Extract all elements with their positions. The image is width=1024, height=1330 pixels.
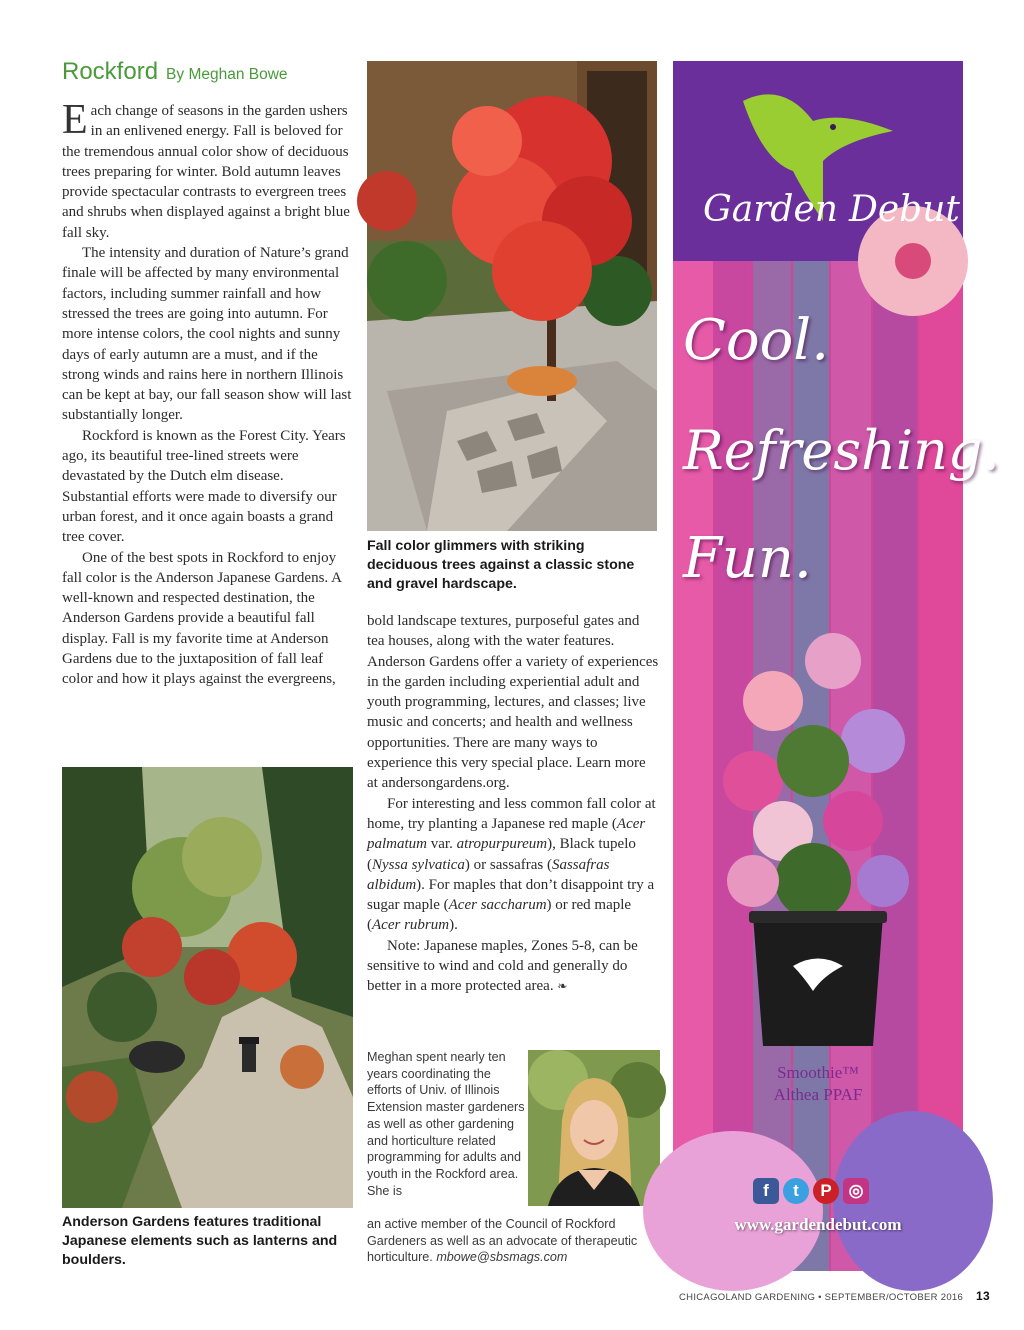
- maple-garden-photo: [367, 61, 657, 531]
- paragraph-4: One of the best spots in Rockford to enjoy fall color is the Anderson Japanese Gardens. A well-known and respected destination, the Anderson Gardens provide a beautiful fall display. Fall is my favorite time at Anderson Gardens due to the juxtaposition of fall leaf color and how it plays against the evergreens,: [62, 549, 342, 688]
- fall-photo-caption: Fall color glimmers with striking deciduous trees against a classic stone and gravel hardscape.: [367, 538, 635, 592]
- paragraph-2: The intensity and duration of Nature’s grand finale will be affected by many environmental factors, including summer rainfall and how stressed the trees are going into autumn. For more intense colors, the cool nights and sunny days of early autumn are a must, and if the strong winds and rains here in northern Illinois can be kept at bay, our fall season show will last substantially longer.: [62, 245, 352, 424]
- paragraph-6: For interesting and less common fall color at home, try planting a Japanese red maple (Acer palmatum var. atropurpureum), Black tupelo (Nyssa sylvatica) or sassafras (Sassafras albidum). For maples that don’t disappoint try a sugar maple (Acer saccharum) or red maple (Acer rubrum).: [367, 795, 656, 934]
- ad-headline-2: Refreshing.: [683, 419, 1000, 482]
- article-header: [62, 58, 362, 90]
- article-location: Rockford: [62, 58, 159, 85]
- drop-cap: E: [62, 97, 88, 143]
- author-bio-part-2: an active member of the Council of Rockford Gardeners as well as an advocate of therapeutic horticulture. mbowe@sbsmags.com: [367, 1217, 638, 1265]
- paragraph-1-text: ach change of seasons in the garden ushers in an enlivened energy. Fall is beloved for the tremendous annual color show of deciduous trees preparing for winter. Bold autumn leaves provide spectacular contrasts to evergreen trees and shrubs when displayed against a bright blue fall sky.: [62, 103, 350, 241]
- twitter-icon[interactable]: t: [783, 1178, 809, 1204]
- end-mark-icon: ❧: [557, 979, 568, 994]
- paragraph-1: [62, 97, 352, 243]
- ad-website-link[interactable]: www.gardendebut.com: [734, 1215, 902, 1234]
- paragraph-3: Rockford is known as the Forest City. Years ago, its beautiful tree-lined streets were devastated by the Dutch elm disease. Substantial efforts were made to diversify our urban forest, and it once again boasts a grand tree cover.: [62, 427, 346, 546]
- paragraph-5: bold landscape textures, purposeful gates and tea houses, along with the water features. Anderson Gardens offer a variety of experiences in the garden including experiential adult and youth programming, lectures, and classes; live music and concerts; and health and wellness opportunities. There are many ways to experience this very special place. Learn more at andersongardens.org.: [367, 613, 659, 792]
- instagram-icon[interactable]: ◎: [843, 1178, 869, 1204]
- ad-headline-1: Cool.: [683, 308, 829, 373]
- ad-product-variety: Althea PPAF: [773, 1085, 863, 1104]
- article-column-1: [62, 97, 352, 690]
- page-number: 13: [976, 1289, 990, 1303]
- article-column-2: [367, 611, 659, 997]
- author-bio-part-1: Meghan spent nearly ten years coordinating the efforts of Univ. of Illinois Extension master gardeners as well as other gardening and horticulture related programming for adults and youth in the Rockford area. She is: [367, 1050, 525, 1198]
- ad-product-name: Smoothie™: [777, 1063, 859, 1082]
- ad-headline-3: Fun.: [683, 526, 812, 591]
- garden-debut-ad[interactable]: [673, 61, 1000, 1271]
- page-footer: [600, 1289, 990, 1303]
- path-photo-caption: Anderson Gardens features traditional Japanese elements such as lanterns and boulders.: [62, 1214, 338, 1268]
- ad-brand-right: Debut.: [849, 189, 972, 230]
- paragraph-7: Note: Japanese maples, Zones 5-8, can be sensitive to wind and cold and generally do better in a more protected area. ❧: [367, 937, 638, 995]
- pinterest-icon[interactable]: P: [813, 1178, 839, 1204]
- facebook-icon[interactable]: f: [753, 1178, 779, 1204]
- ad-brand-left: Garden: [703, 189, 838, 230]
- author-email-link[interactable]: mbowe@sbsmags.com: [436, 1250, 568, 1265]
- article-byline: By Meghan Bowe: [166, 66, 288, 83]
- author-photo: [528, 1050, 660, 1206]
- magazine-issue: CHICAGOLAND GARDENING • SEPTEMBER/OCTOBER 2016: [679, 1292, 964, 1303]
- garden-path-photo: [62, 767, 353, 1208]
